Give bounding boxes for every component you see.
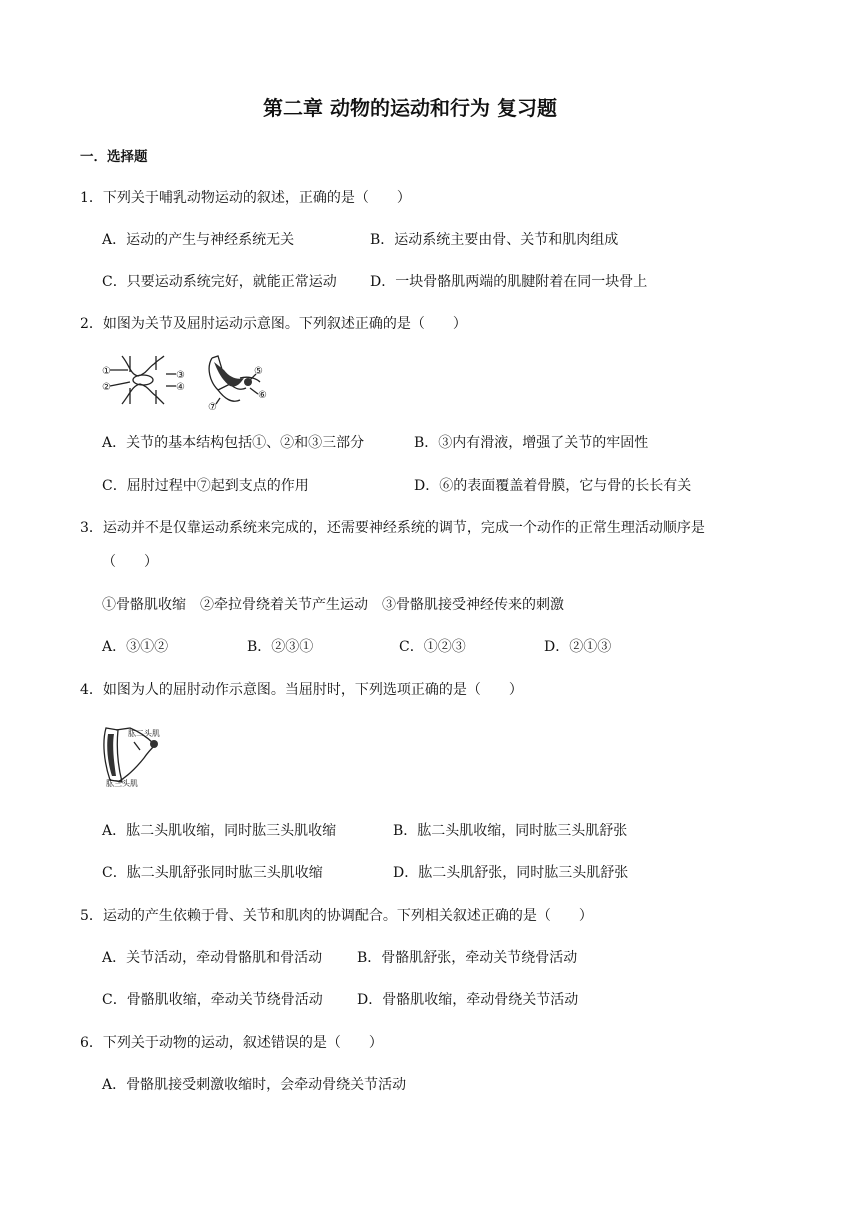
figure-label-1: ①	[102, 366, 111, 377]
question-1-stem: 1．下列关于哺乳动物运动的叙述，正确的是（ ）	[80, 190, 411, 206]
question-6-option-a: A．骨骼肌接受刺激收缩时，会牵动骨绕关节活动	[102, 1077, 407, 1093]
joint-and-elbow-figure	[100, 348, 280, 414]
figure-label-3: ③	[176, 370, 185, 381]
elbow-flexion-figure	[100, 722, 172, 788]
question-3-stem: 3．运动并不是仅靠运动系统来完成的，还需要神经系统的调节，完成一个动作的正常生理活动顺序是	[80, 520, 705, 536]
question-2-option-b: B．③内有滑液，增强了关节的牢固性	[414, 435, 649, 451]
section-heading: 一．选择题	[80, 149, 148, 165]
figure-label-triceps: 肱三头肌	[106, 779, 138, 788]
figure-label-biceps: 肱二头肌	[128, 729, 160, 738]
question-3-option-a: A．③①②	[102, 639, 169, 655]
question-3-items: ①骨骼肌收缩 ②牵拉骨绕着关节产生运动 ③骨骼肌接受神经传来的刺激	[102, 597, 564, 613]
figure-label-4: ④	[176, 382, 185, 393]
figure-label-6: ⑥	[258, 390, 267, 401]
question-1-option-a: A．运动的产生与神经系统无关	[102, 232, 295, 248]
question-2-option-d: D．⑥的表面覆盖着骨膜，它与骨的长长有关	[414, 478, 692, 494]
question-3-stem-continued: （ ）	[102, 554, 158, 570]
question-4-option-b: B．肱二头肌收缩，同时肱三头肌舒张	[393, 823, 628, 839]
question-1-option-d: D．一块骨骼肌两端的肌腱附着在同一块骨上	[370, 274, 648, 290]
question-2-stem: 2．如图为关节及屈肘运动示意图。下列叙述正确的是（ ）	[80, 316, 467, 332]
question-1-option-c: C．只要运动系统完好，就能正常运动	[102, 274, 337, 290]
question-1-option-b: B．运动系统主要由骨、关节和肌肉组成	[370, 232, 619, 248]
question-3-option-d: D．②①③	[544, 639, 612, 655]
question-6-stem: 6．下列关于动物的运动，叙述错误的是（ ）	[80, 1035, 383, 1051]
question-5-stem: 5．运动的产生依赖于骨、关节和肌肉的协调配合。下列相关叙述正确的是（ ）	[80, 908, 593, 924]
question-3-option-c: C．①②③	[399, 639, 466, 655]
page-title: 第二章 动物的运动和行为 复习题	[263, 96, 557, 120]
question-4-option-c: C．肱二头肌舒张同时肱三头肌收缩	[102, 865, 323, 881]
figure-label-7: ⑦	[208, 402, 217, 413]
question-3-option-b: B．②③①	[247, 639, 314, 655]
figure-label-5: ⑤	[254, 366, 263, 377]
question-2-option-c: C．屈肘过程中⑦起到支点的作用	[102, 478, 309, 494]
question-4-option-a: A．肱二头肌收缩，同时肱三头肌收缩	[102, 823, 337, 839]
question-5-option-a: A．关节活动，牵动骨骼肌和骨活动	[102, 950, 323, 966]
question-4-stem: 4．如图为人的屈肘动作示意图。当屈肘时，下列选项正确的是（ ）	[80, 682, 523, 698]
question-4-option-d: D．肱二头肌舒张，同时肱三头肌舒张	[393, 865, 629, 881]
question-2-option-a: A．关节的基本结构包括①、②和③三部分	[102, 435, 365, 451]
question-5-option-b: B．骨骼肌舒张，牵动关节绕骨活动	[357, 950, 578, 966]
question-5-option-d: D．骨骼肌收缩，牵动骨绕关节活动	[357, 992, 579, 1008]
question-5-option-c: C．骨骼肌收缩，牵动关节绕骨活动	[102, 992, 323, 1008]
figure-label-2: ②	[102, 382, 111, 393]
